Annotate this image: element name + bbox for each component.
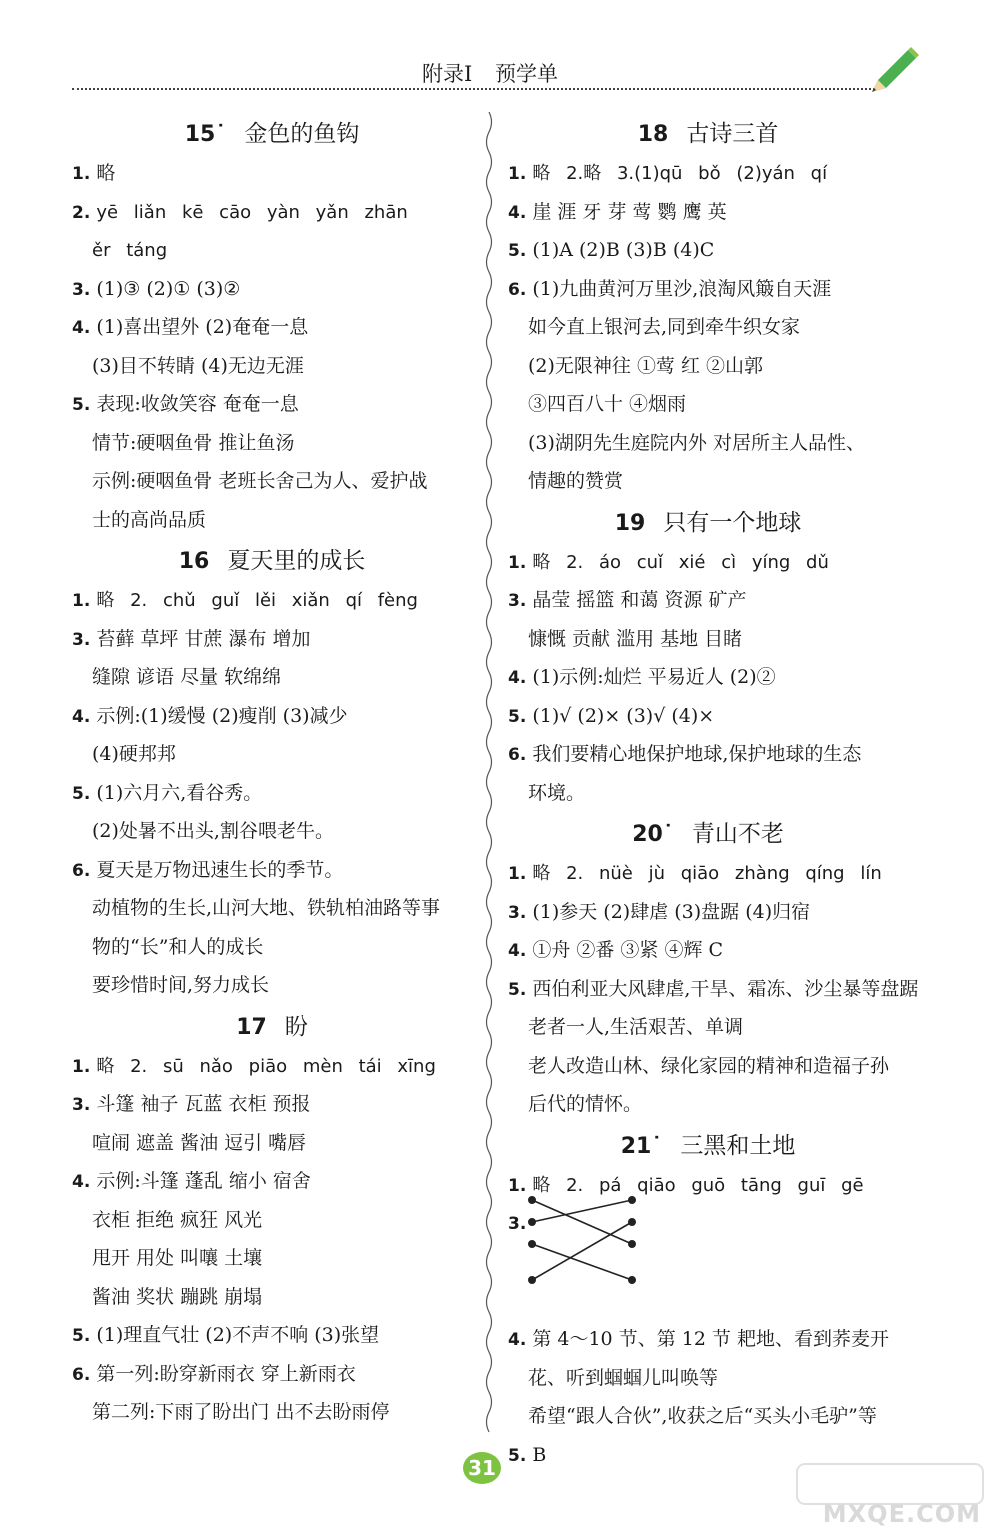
section-title-18: 18 古诗三首: [637, 121, 779, 147]
section-title-15: 15˙ 金色的鱼钩: [184, 121, 360, 147]
answer-line: 物的“长”和人的成长: [92, 935, 264, 958]
section-title-19: 19 只有一个地球: [614, 509, 802, 536]
answer-line: 5. 表现:收敛笑容 奄奄一息: [72, 393, 299, 415]
answer-line: 3. (1)③ (2)① (3)②: [72, 277, 241, 300]
match-dot: [629, 1241, 635, 1247]
answer-line: 5. (1)六月六,看谷秀。: [72, 781, 263, 804]
answer-line: 5. 西伯利亚大风肆虐,干旱、霜冻、沙尘暴等盘踞: [508, 977, 919, 1000]
answer-line: 慷慨 贡献 滥用 基地 目睹: [528, 627, 743, 650]
answer-line: 5. B: [508, 1443, 547, 1466]
answer-line: 6. (1)九曲黄河万里沙,浪淘风簸自天涯: [508, 277, 832, 300]
section-title-16: 16 夏天里的成长: [178, 548, 366, 574]
match-line: [532, 1244, 632, 1280]
page-number: 31: [463, 1452, 501, 1484]
answer-line: 4. 第 4～10 节、第 12 节 耙地、看到荞麦开: [508, 1328, 889, 1350]
match-dot: [529, 1241, 535, 1247]
match-dot: [629, 1197, 635, 1203]
answer-line: 酱油 奖状 蹦跳 崩塌: [92, 1285, 263, 1308]
answer-line: 4. 示例:(1)缓慢 (2)瘦削 (3)减少: [72, 704, 348, 727]
answer-line: 老者一人,生活艰苦、单调: [528, 1016, 744, 1038]
match-dot: [529, 1197, 535, 1203]
header-title: [0, 58, 980, 88]
match-dot: [629, 1277, 635, 1283]
answer-line: (2)无限神往 ①莺 红 ②山郭: [528, 354, 764, 377]
section-title-17: 17 盼: [236, 1013, 308, 1040]
answer-line: 缝隙 谚语 尽量 软绵绵: [92, 666, 282, 688]
answer-line: 喧闹 遮盖 酱油 逗引 嘴唇: [92, 1131, 307, 1154]
section-title-21: 21˙ 三黑和土地: [620, 1132, 796, 1159]
answer-line: 如今直上银河去,同到牵牛织女家: [528, 316, 801, 338]
answer-line: 4. (1)示例:灿烂 平易近人 (2)②: [508, 666, 776, 688]
answer-line: ③四百八十 ④烟雨: [528, 393, 687, 415]
answer-line: 情节:硬咽鱼骨 推让鱼汤: [92, 431, 295, 454]
answer-line: 环境。: [528, 781, 586, 804]
match-dot: [629, 1219, 635, 1225]
answer-line: 4. (1)喜出望外 (2)奄奄一息: [72, 316, 309, 338]
answer-line: (3)湖阴先生庭院内外 对居所主人品性、: [528, 431, 865, 454]
answer-line: 情趣的赞赏: [528, 470, 624, 492]
answer-line: 甩开 用处 叫嚷 土壤: [92, 1247, 263, 1269]
answer-line: 3.: [508, 1214, 527, 1234]
matching-diagram: [528, 1192, 638, 1288]
answer-line: 1. 略 2. nüè jù qiāo zhàng qíng lín: [508, 863, 882, 884]
column-divider: [483, 112, 495, 1442]
header-preview: 预学单: [494, 62, 558, 86]
match-line: [532, 1200, 632, 1222]
answer-line: 4. 示例:斗篷 蓬乱 缩小 宿舍: [72, 1170, 311, 1192]
header-dotted-rule: [72, 88, 879, 90]
answer-line: (3)目不转睛 (4)无边无涯: [92, 354, 304, 377]
answer-line: 1. 略 2. chǔ guǐ lěi xiǎn qí fèng: [72, 590, 418, 611]
answer-line: 3. 斗篷 袖子 瓦蓝 衣柜 预报: [72, 1093, 311, 1115]
answer-line: 1. 略 2. sū nǎo piāo mèn tái xīng: [72, 1055, 436, 1077]
match-line: [532, 1222, 632, 1280]
answer-line: 3. 苔藓 草坪 甘蔗 瀑布 增加: [72, 627, 311, 650]
answer-line: 要珍惜时间,努力成长: [92, 974, 270, 996]
answer-line: 衣柜 拒绝 疯狂 风光: [92, 1208, 263, 1231]
answer-line: 6. 我们要精心地保护地球,保护地球的生态: [508, 743, 862, 765]
answer-line: (4)硬邦邦: [92, 743, 176, 765]
answer-line: 5. (1)A (2)B (3)B (4)C: [508, 239, 715, 261]
answer-line: 老人改造山林、绿化家园的精神和造福子孙: [528, 1054, 890, 1077]
answer-line: 3. 晶莹 摇篮 和蔼 资源 矿产: [508, 589, 747, 611]
answer-line: 4. 崖 涯 牙 芽 莺 鹦 鹰 英: [508, 200, 727, 223]
section-title-20: 20˙ 青山不老: [632, 821, 784, 847]
answer-line: 2. yē liǎn kē cāo yàn yǎn zhān: [72, 201, 408, 223]
answer-line: 6. 第一列:盼穿新雨衣 穿上新雨衣: [72, 1362, 356, 1385]
answer-line: 花、听到蝈蝈儿叫唤等: [528, 1366, 719, 1389]
answer-line: 示例:硬咽鱼骨 老班长舍己为人、爱护战: [92, 470, 428, 492]
answer-line: 1. 略: [72, 162, 116, 184]
answer-line: 6. 夏天是万物迅速生长的季节。: [72, 858, 344, 881]
watermark-text: MXQE.COM: [822, 1500, 981, 1528]
answer-line: 5. (1)√ (2)× (3)√ (4)×: [508, 704, 715, 727]
pencil-icon: [868, 46, 920, 96]
page-header: [0, 52, 999, 92]
answer-line: 动植物的生长,山河大地、铁轨柏油路等事: [92, 897, 441, 919]
answer-line: 5. (1)理直气壮 (2)不声不响 (3)张望: [72, 1324, 380, 1346]
answer-line: 第二列:下雨了盼出门 出不去盼雨停: [92, 1401, 390, 1423]
answer-line: ěr táng: [92, 240, 168, 261]
answer-line: 1. 略 2. pá qiāo guō tāng guī gē: [508, 1174, 864, 1196]
match-dot: [529, 1219, 535, 1225]
answer-line: 希望“跟人合伙”,收获之后“买头小毛驴”等: [528, 1405, 877, 1427]
match-dot: [529, 1277, 535, 1283]
header-appendix: 附录Ⅰ: [422, 62, 473, 86]
answer-line: 1. 略 2.略 3.(1)qū bǒ (2)yán qí: [508, 163, 828, 184]
answer-line: 士的高尚品质: [92, 508, 207, 531]
answer-line: 1. 略 2. áo cuǐ xié cì yíng dǔ: [508, 551, 829, 573]
match-line: [532, 1200, 632, 1244]
answer-line: (2)处暑不出头,割谷喂老牛。: [92, 820, 334, 842]
answer-line: 后代的情怀。: [528, 1093, 643, 1115]
left-column: [72, 112, 472, 1432]
answer-line: 3. (1)参天 (2)肆虐 (3)盘踞 (4)归宿: [508, 900, 811, 923]
answer-line: 4. ①舟 ②番 ③紧 ④辉 C: [508, 939, 724, 961]
